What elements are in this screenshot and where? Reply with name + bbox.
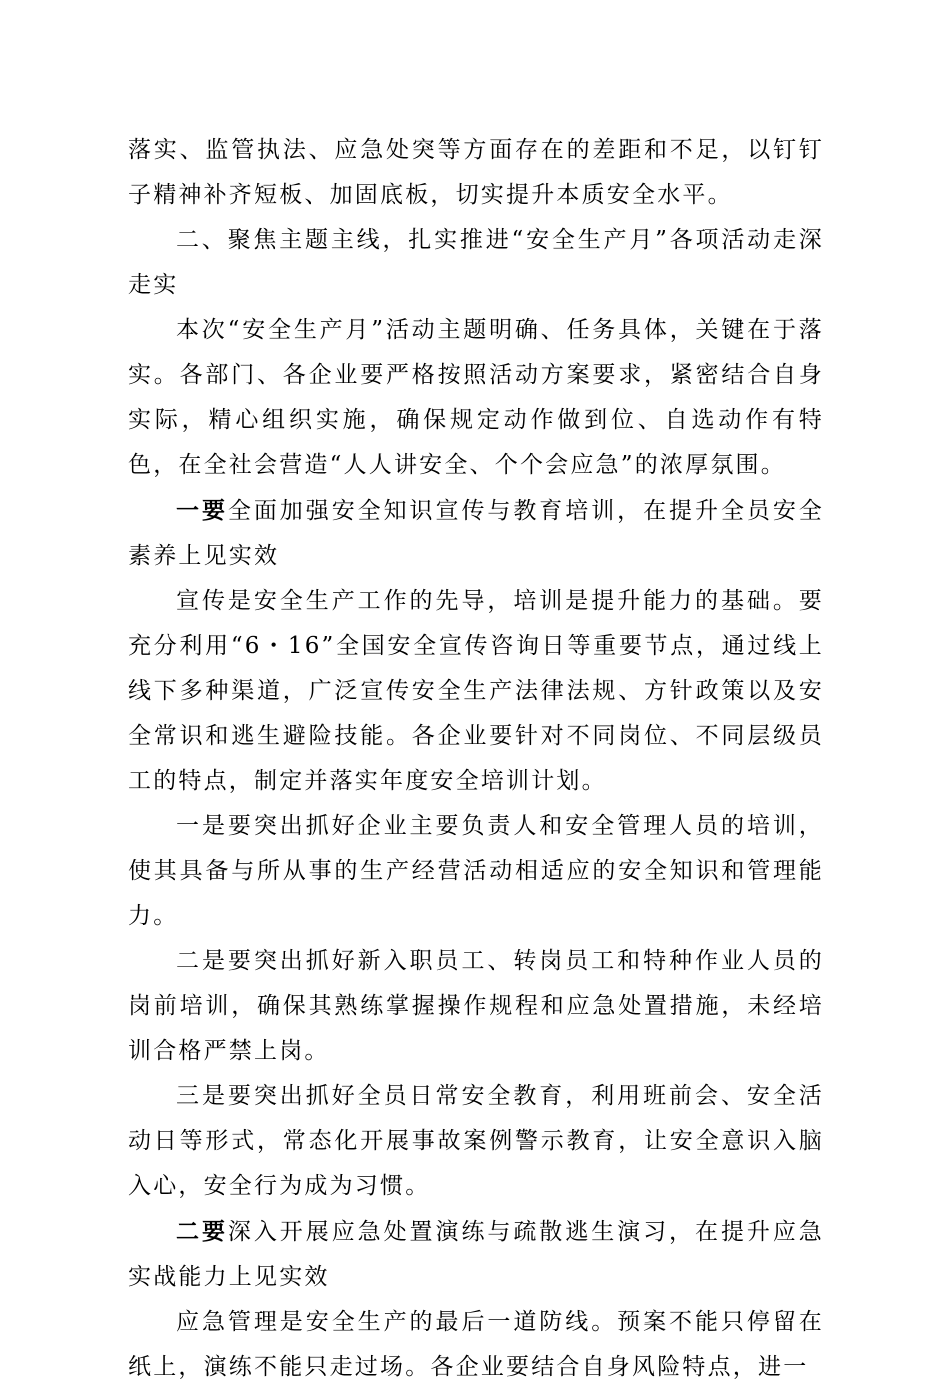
paragraph [128, 804, 824, 939]
paragraph [128, 579, 824, 804]
section-heading-two [128, 218, 824, 308]
paragraph-continuation [128, 128, 824, 218]
subheading-two [128, 1209, 824, 1300]
subheading-text: 全面加强安全知识宣传与教育培训，在提升全员安全素养上见实效 [128, 498, 824, 569]
paragraph-text: 一是要突出抓好企业主要负责人和安全管理人员的培训，使其具备与所从事的生产经营活动相适应的安全知识和管理能力。 [128, 813, 824, 929]
paragraph-text: 三是要突出抓好全员日常安全教育，利用班前会、安全活动日等形式，常态化开展事故案例警示教育，让安全意识入脑入心，安全行为成为习惯。 [128, 1083, 824, 1199]
paragraph [128, 1074, 824, 1209]
paragraph-text: 落实、监管执法、应急处突等方面存在的差距和不足，以钉钉子精神补齐短板、加固底板，切实提升本质安全水平。 [128, 137, 824, 208]
paragraph-text: 二是要突出抓好新入职员工、转岗员工和特种作业人员的岗前培训，确保其熟练掌握操作规程和应急处置措施，未经培训合格严禁上岗。 [128, 948, 824, 1064]
heading-text: 二、聚焦主题主线，扎实推进“安全生产月”各项活动走深走实 [128, 227, 824, 298]
paragraph-text: 宣传是安全生产工作的先导，培训是提升能力的基础。要充分利用“6・16”全国安全宣传咨询日等重要节点，通过线上线下多种渠道，广泛宣传安全生产法律法规、方针政策以及安全常识和逃生避险技能。各企业要针对不同岗位、不同层级员工的特点，制定并落实年度安全培训计划。 [128, 588, 824, 794]
paragraph [128, 1300, 824, 1390]
subheading-text: 深入开展应急处置演练与疏散逃生演习，在提升应急实战能力上见实效 [128, 1219, 824, 1290]
subheading-lead: 二要 [176, 1218, 228, 1245]
subheading-one [128, 488, 824, 579]
paragraph-text: 本次“安全生产月”活动主题明确、任务具体，关键在于落实。各部门、各企业要严格按照活动方案要求，紧密结合自身实际，精心组织实施，确保规定动作做到位、自选动作有特色，在全社会营造“人人讲安全、个个会应急”的浓厚氛围。 [128, 317, 824, 478]
paragraph [128, 308, 824, 488]
document-page [128, 128, 824, 1390]
paragraph-text: 应急管理是安全生产的最后一道防线。预案不能只停留在纸上，演练不能只走过场。各企业要结合自身风险特点，进一 [128, 1309, 824, 1380]
subheading-lead: 一要 [176, 497, 228, 524]
paragraph [128, 939, 824, 1074]
